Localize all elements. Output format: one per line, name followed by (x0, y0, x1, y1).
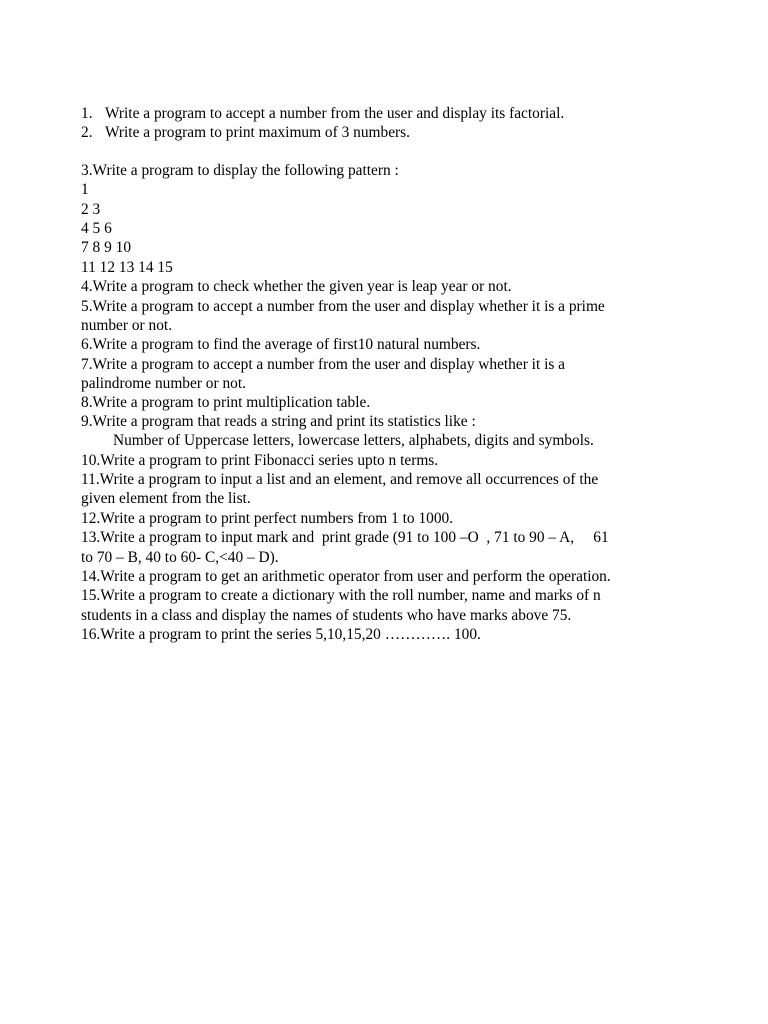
item-3-heading: 3.Write a program to display the following pattern : (81, 161, 399, 179)
item-13-line-1: 13.Write a program to input mark and print grade (91 to 100 –O , 71 to 90 – A, 61 (81, 529, 609, 547)
item-text: Write a program to print maximum of 3 numbers. (105, 124, 410, 142)
item-4: 4.Write a program to check whether the given year is leap year or not. (81, 278, 512, 296)
item-text: Write a program to accept a number from the user and display its factorial. (105, 105, 565, 122)
item-9-line-2: Number of Uppercase letters, lowercase letters, alphabets, digits and symbols. (113, 432, 594, 450)
item-11-line-1: 11.Write a program to input a list and an element, and remove all occurrences of the (81, 471, 599, 489)
pattern-row: 11 12 13 14 15 (81, 258, 173, 276)
item-6: 6.Write a program to find the average of first10 natural numbers. (81, 336, 481, 354)
pattern-row: 1 (81, 181, 89, 199)
pattern-row: 2 3 (81, 200, 101, 218)
item-number: 1. (81, 105, 93, 122)
item-14: 14.Write a program to get an arithmetic operator from user and perform the operation. (81, 567, 611, 585)
item-15-line-1: 15.Write a program to create a dictionary with the roll number, name and marks of n (81, 587, 601, 605)
paragraph-gap (81, 143, 721, 161)
pattern-row: 4 5 6 (81, 219, 112, 237)
item-5-line-2: number or not. (81, 316, 173, 334)
item-10: 10.Write a program to print Fibonacci series upto n terms. (81, 451, 439, 469)
item-8: 8.Write a program to print multiplication table. (81, 394, 371, 412)
item-13-line-2: to 70 – B, 40 to 60- C,<40 – D). (81, 548, 279, 566)
item-number: 2. (81, 124, 93, 142)
list-item (81, 104, 721, 123)
item-15-line-2: students in a class and display the names of students who have marks above 75. (81, 606, 572, 624)
pattern-row: 7 8 9 10 (81, 239, 132, 257)
numbered-list-top (81, 104, 721, 143)
item-12: 12.Write a program to print perfect numbers from 1 to 1000. (81, 509, 454, 527)
item-11-line-2: given element from the list. (81, 490, 251, 508)
list-item (81, 123, 721, 142)
item-7-line-1: 7.Write a program to accept a number from the user and display whether it is a (81, 355, 566, 373)
item-7-line-2: palindrome number or not. (81, 375, 246, 393)
item-16: 16.Write a program to print the series 5,10,15,20 …………. 100. (81, 626, 481, 644)
question-list (81, 104, 721, 645)
item-5-line-1: 5.Write a program to accept a number from the user and display whether it is a prime (81, 297, 605, 315)
item-9-line-1: 9.Write a program that reads a string and print its statistics like : (81, 412, 476, 430)
